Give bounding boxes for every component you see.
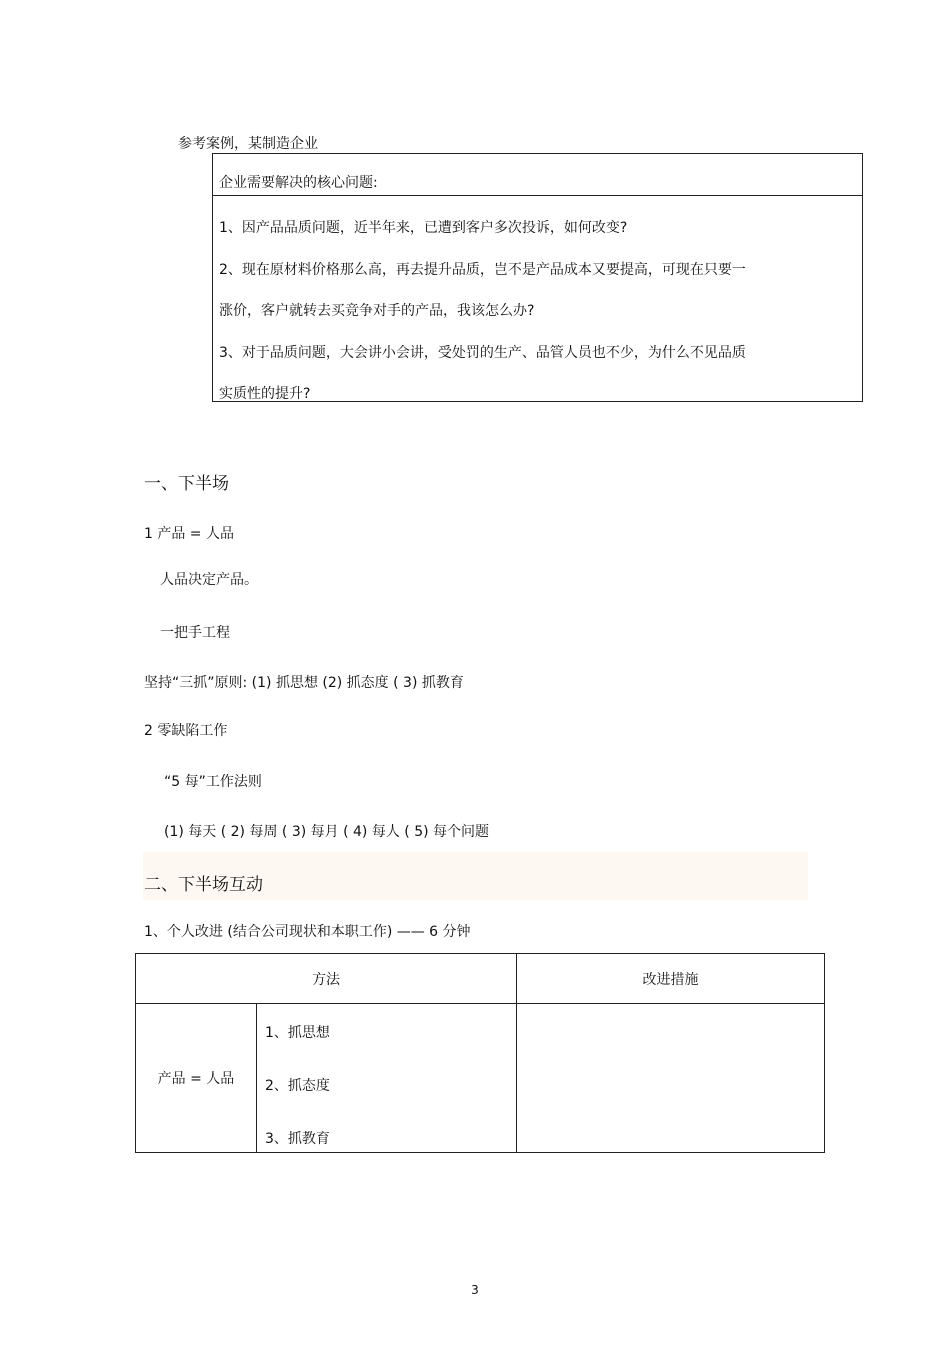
header-method: 方法 bbox=[136, 954, 517, 1004]
problem-line-2: 2、现在原材料价格那么高，再去提升品质，岂不是产品成本又要提高，可现在只要一 bbox=[219, 262, 746, 278]
core-problems-box bbox=[212, 153, 863, 402]
improvement-table bbox=[135, 953, 825, 1153]
item2-sub2: (1) 每天 ( 2) 每周 ( 3) 每月 ( 4) 每人 ( 5) 每个问题 bbox=[164, 824, 490, 840]
row-label: 产品 = 人品 bbox=[136, 1004, 257, 1153]
section1-heading: 一、下半场 bbox=[144, 474, 229, 494]
problem-line-3-cont: 实质性的提升? bbox=[219, 386, 311, 402]
task-line: 1、个人改进 (结合公司现状和本职工作) —— 6 分钟 bbox=[144, 924, 471, 940]
case-intro: 参考案例，某制造企业 bbox=[178, 136, 318, 152]
principle-line: 坚持“三抓”原则: (1) 抓思想 (2) 抓态度 ( 3) 抓教育 bbox=[144, 675, 464, 691]
problem-line-1: 1、因产品品质问题，近半年来，已遭到客户多次投诉，如何改变? bbox=[219, 220, 628, 236]
item1-sub1: 人品决定产品。 bbox=[160, 572, 258, 588]
item2-sub1: “5 每”工作法则 bbox=[164, 774, 262, 790]
header-improvement: 改进措施 bbox=[517, 954, 825, 1004]
problem-line-2-cont: 涨价，客户就转去买竞争对手的产品，我该怎么办? bbox=[219, 303, 535, 319]
methods-cell bbox=[257, 1004, 517, 1153]
improvement-cell bbox=[517, 1004, 825, 1153]
method-item: 1、抓思想 bbox=[265, 1025, 330, 1041]
section2-heading: 二、下半场互动 bbox=[144, 875, 263, 895]
method-item: 2、抓态度 bbox=[265, 1078, 330, 1094]
method-item: 3、抓教育 bbox=[265, 1131, 330, 1147]
item1-sub2: 一把手工程 bbox=[160, 625, 230, 641]
item1-title: 1 产品 = 人品 bbox=[144, 526, 234, 542]
problem-line-3: 3、对于品质问题，大会讲小会讲，受处罚的生产、品管人员也不少，为什么不见品质 bbox=[219, 345, 746, 361]
core-problems-header bbox=[213, 154, 862, 196]
page-number: 3 bbox=[471, 1283, 479, 1297]
item2-title: 2 零缺陷工作 bbox=[144, 723, 228, 739]
core-problems-title: 企业需要解决的核心问题: bbox=[219, 175, 378, 191]
